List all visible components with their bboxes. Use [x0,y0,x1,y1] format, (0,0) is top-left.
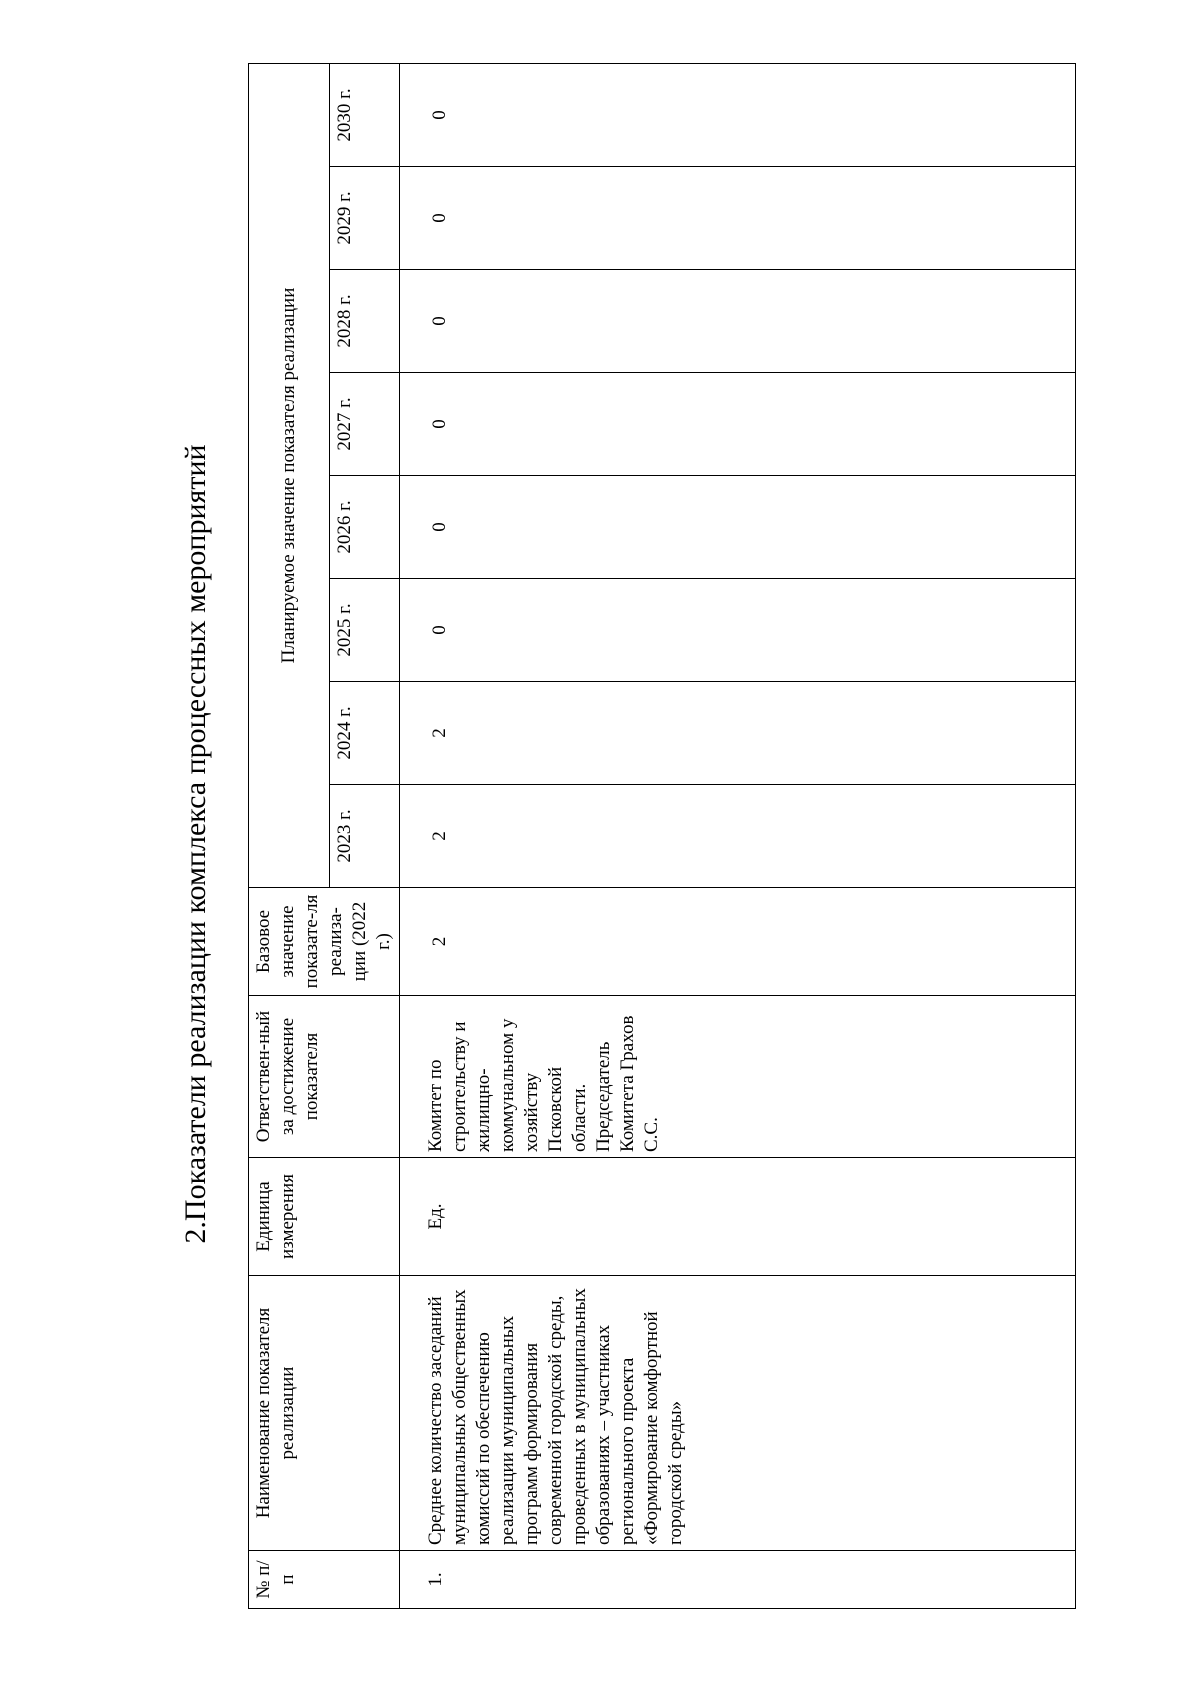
cell-name: Среднее количество заседаний муниципальных общественных комиссий по обеспечению реализации муниципальных программ формирования современной городской среды, проведенных в муниципальных образованиях – участниках регионального проекта «Формирование комфортной городской среды» [400,1276,1076,1551]
cell-value: 0 [400,63,1076,166]
cell-responsible: Комитет по строительству и жилищно-коммунальном у хозяйству Псковской области. Председатель Комитета Грахов С.С. [400,996,1076,1158]
page-title: 2.Показатели реализации комплекса процессных мероприятий [179,444,212,1244]
cell-value: 2 [400,785,1076,888]
cell-value: 0 [400,579,1076,682]
cell-unit: Ед. [400,1158,1076,1276]
cell-value: 0 [400,167,1076,270]
header-year: 2029 г. [330,167,400,270]
cell-value: 2 [400,682,1076,785]
header-num: № п/п [249,1551,400,1609]
header-name: Наименование показателя реализации [249,1276,400,1551]
header-year: 2026 г. [330,476,400,579]
header-year: 2024 г. [330,682,400,785]
header-year: 2030 г. [330,63,400,166]
cell-value: 0 [400,270,1076,373]
header-year: 2023 г. [330,785,400,888]
header-year: 2025 г. [330,579,400,682]
header-year: 2028 г. [330,270,400,373]
cell-num: 1. [400,1551,1076,1609]
cell-value: 0 [400,373,1076,476]
cell-value: 0 [400,476,1076,579]
header-unit: Единица измерения [249,1158,400,1276]
indicators-table [248,63,1076,1609]
header-row-1 [249,63,330,1608]
header-base: Базовое значение показате-ля реализа-ции (2022 г.) [249,888,400,996]
header-responsible: Ответствен-ный за достижение показателя [249,996,400,1158]
cell-base: 2 [400,888,1076,996]
table-row [400,63,1076,1608]
header-planned: Планируемое значение показателя реализации [249,63,330,887]
header-year: 2027 г. [330,373,400,476]
